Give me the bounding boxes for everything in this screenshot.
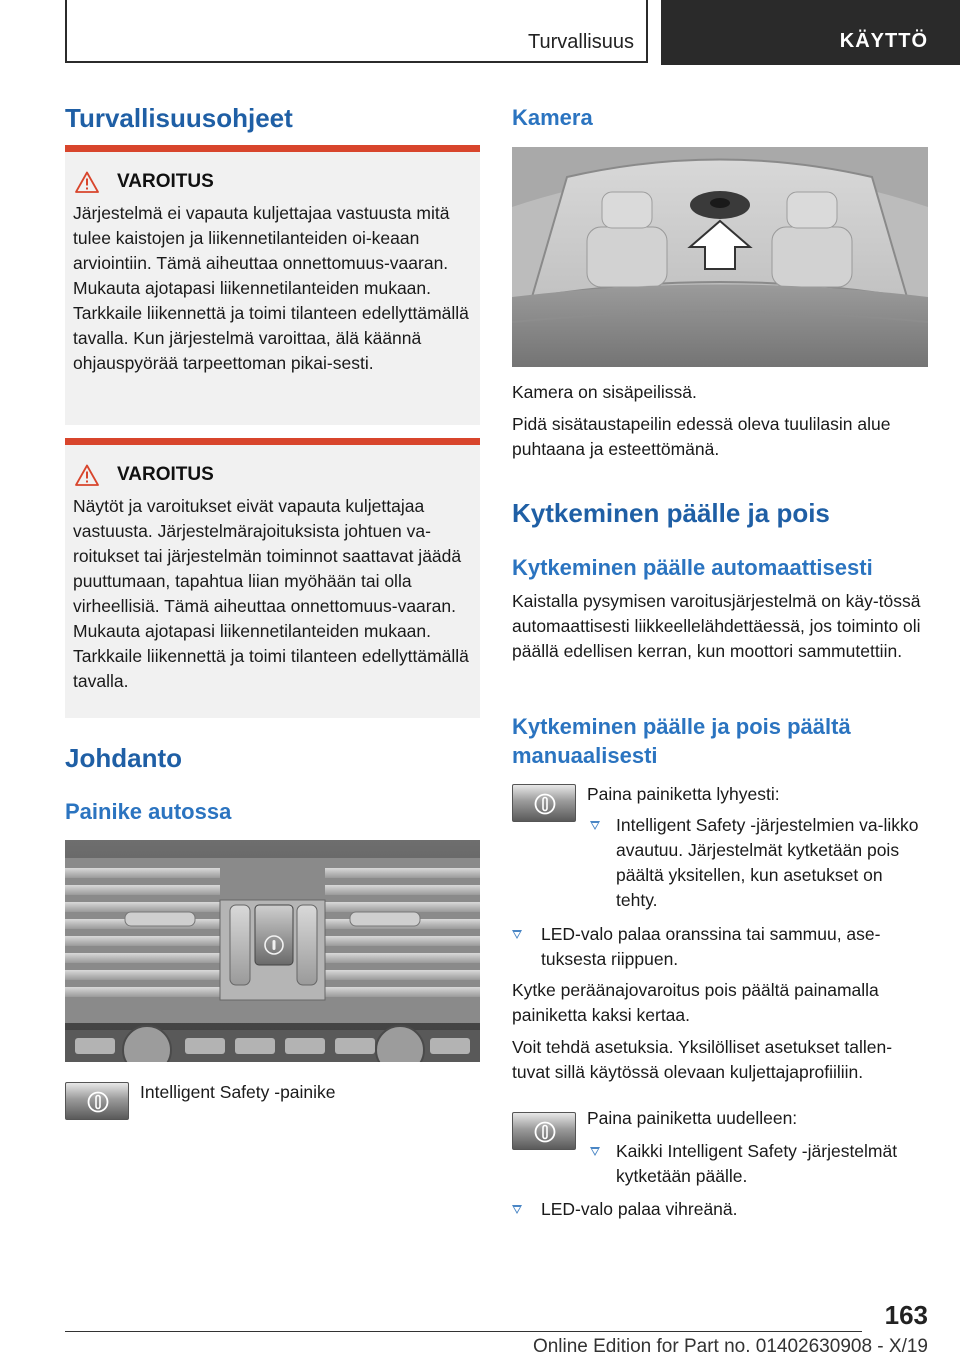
- header-chapter-tab: [661, 0, 960, 65]
- intro-heading: Johdanto: [65, 743, 182, 773]
- press-again-text: Paina painiketta uudelleen:: [587, 1108, 798, 1128]
- safety-title: Turvallisuusohjeet: [65, 103, 293, 133]
- header-section-box: [65, 0, 648, 63]
- header-section-title: Turvallisuus: [528, 31, 634, 53]
- auto-heading: Kytkeminen päälle automaattisesti: [512, 555, 873, 580]
- warning-text: Järjestelmä ei vapauta kuljettajaa vastuusta mitä tulee kaistojen ja liikennetilanteiden oi-keaan arviointiin. Tämä aiheuttaa onnettomuus-vaaran. Mukauta ajotapasi liikennetilanteiden mukaan. Tarkkaile liikennettä ja toimi tilanteen edellyttämällä tavalla. Kun järjestelmä varoittaa, älä käännä ohjauspyörää tarpeettoman pikai-sesti.: [73, 203, 469, 373]
- warning-bar: [65, 145, 480, 152]
- warning-text: Näytöt ja varoitukset eivät vapauta kuljettajaa vastuusta. Järjestelmärajoituksista johtuen va-roitukset tai järjestelmän toiminnot saattavat jäädä puuttumaan, tapahtua liian myöhään tai olla virheellisiä. Tämä aiheuttaa onnettomuus-vaaran. Mukauta ajotapasi liikennetilanteiden mukaan. Tarkkaile liikennettä ja toimi tilanteen edellyttämällä tavalla.: [73, 496, 469, 691]
- list-item: [590, 813, 928, 913]
- warning-header: [75, 464, 214, 486]
- bullet-triangle-icon: [590, 821, 600, 830]
- onoff-heading: Kytkeminen päälle ja pois: [512, 498, 830, 528]
- auto-text: Kaistalla pysymisen varoitusjärjestelmä on käy-tössä automaattisesti liikkeellelähdettäessä, jos toiminto oli päällä edellisen kerran, kun moottori sammutettiin.: [512, 591, 921, 661]
- console-button-photo: [65, 840, 480, 1062]
- intelligent-safety-button-icon: [512, 784, 576, 822]
- intelligent-safety-button-icon: [512, 1112, 576, 1150]
- warning-box-2: [65, 438, 480, 718]
- camera-clean-text: Pidä sisätaustapeilin edessä oleva tuulilasin alue puhtaana ja esteettömänä.: [512, 414, 891, 459]
- settings-text: Voit tehdä asetuksia. Yksilölliset asetukset tallen-tuvat sillä käytössä olevaan kuljettajaprofiiliin.: [512, 1037, 893, 1082]
- button-caption: Intelligent Safety -painike: [140, 1082, 336, 1102]
- warning-triangle-icon: [75, 464, 99, 486]
- warning-triangle-icon: [75, 171, 99, 193]
- footer-divider: [65, 1331, 862, 1332]
- list-item-text: LED-valo palaa vihreänä.: [541, 1199, 738, 1219]
- list-item-text: Kaikki Intelligent Safety -järjestelmät kytketään päälle.: [616, 1141, 898, 1186]
- header-chapter-title: KÄYTTÖ: [839, 30, 928, 52]
- reverse-warning-text: Kytke peräänajovaroitus pois päältä painamalla painiketta kaksi kertaa.: [512, 980, 879, 1025]
- camera-photo: [512, 147, 928, 367]
- warning-label: VAROITUS: [117, 171, 214, 192]
- button-heading: Painike autossa: [65, 799, 232, 824]
- warning-header: [75, 171, 214, 193]
- warning-box-1: [65, 145, 480, 425]
- camera-location-text: Kamera on sisäpeilissä.: [512, 382, 697, 402]
- warning-label: VAROITUS: [117, 464, 214, 485]
- footer-edition: Online Edition for Part no. 01402630908 - X/19: [532, 1336, 928, 1357]
- camera-heading: Kamera: [512, 105, 593, 130]
- list-item-text: Intelligent Safety -järjestelmien va-likko avautuu. Järjestelmät kytketään pois päältä yksitellen, kun asetukset on tehty.: [616, 815, 919, 910]
- page-number: 163: [884, 1300, 928, 1330]
- press-short-text: Paina painiketta lyhyesti:: [587, 784, 780, 804]
- manual-heading: Kytkeminen päälle ja pois päältä manuaalisesti: [512, 714, 851, 768]
- list-item-text: LED-valo palaa oranssina tai sammuu, ase-tuksesta riippuen.: [541, 924, 881, 969]
- intelligent-safety-button-icon: [65, 1082, 129, 1120]
- warning-bar: [65, 438, 480, 445]
- list-item: [512, 922, 928, 972]
- bullet-triangle-icon: [512, 1205, 522, 1214]
- list-item: [590, 1139, 928, 1189]
- list-item: [512, 1197, 928, 1222]
- bullet-triangle-icon: [512, 930, 522, 939]
- bullet-triangle-icon: [590, 1147, 600, 1156]
